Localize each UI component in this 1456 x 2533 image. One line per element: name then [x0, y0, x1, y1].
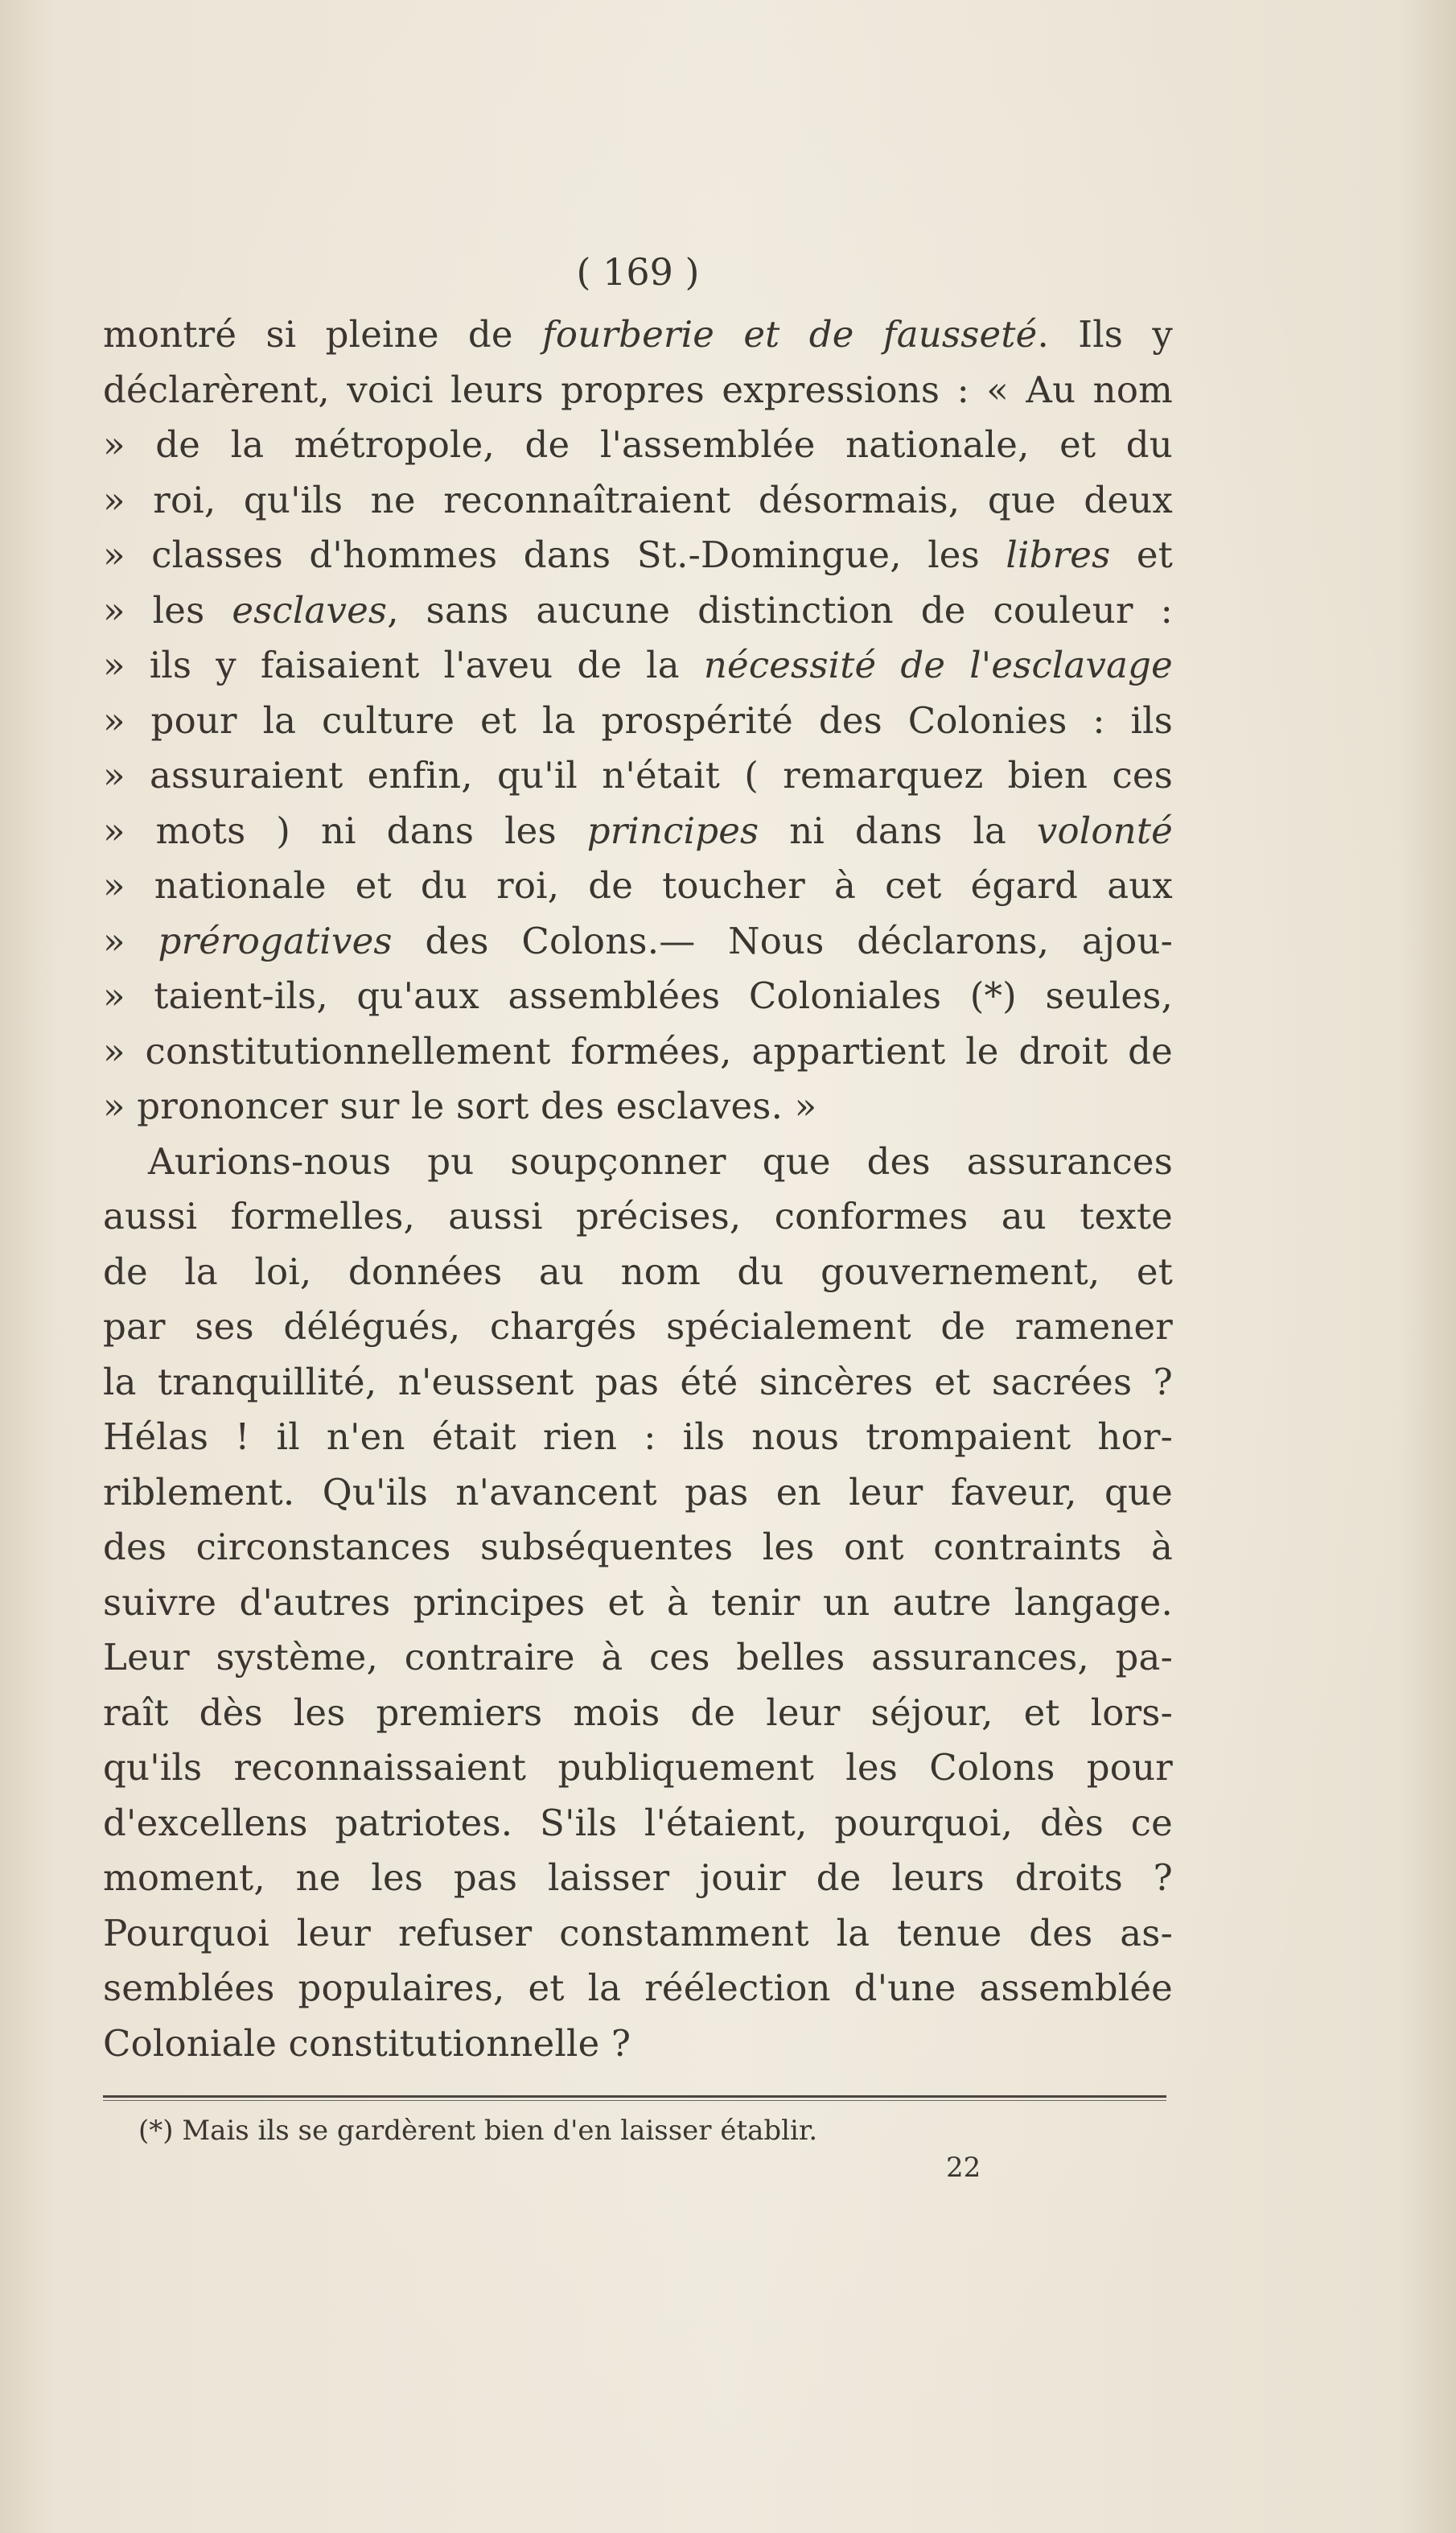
italic-text: libres: [1006, 533, 1111, 576]
text-run: d'excellens patriotes. S'ils l'étaient, pourquoi, dès ce: [103, 1801, 1173, 1844]
text-line: [103, 1410, 1173, 1465]
text-line: [103, 528, 1173, 583]
text-line: [103, 1465, 1173, 1521]
body-text: [103, 307, 1173, 2071]
page-number: ( 169 ): [576, 250, 700, 294]
text-line: [103, 583, 1173, 639]
text-run: » taient-ils, qu'aux assemblées Coloniales (*) seules,: [103, 974, 1173, 1017]
text-run: » ils y faisaient l'aveu de la: [103, 644, 704, 686]
text-line: [103, 1686, 1173, 1741]
text-run: Leur système, contraire à ces belles assurances, pa-: [103, 1636, 1173, 1678]
text-run: semblées populaires, et la réélection d'une assemblée: [103, 1967, 1173, 2009]
text-run: » nationale et du roi, de toucher à cet égard aux: [103, 864, 1173, 907]
text-line: [103, 473, 1173, 529]
italic-text: nécessité de l'esclavage: [703, 644, 1173, 686]
text-run: par ses délégués, chargés spécialement de ramener: [103, 1305, 1173, 1348]
text-line: [103, 1961, 1173, 2016]
text-line: [103, 969, 1173, 1024]
text-run: qu'ils reconnaissaient publiquement les Colons pour: [103, 1746, 1173, 1789]
text-line: [103, 914, 1173, 970]
text-line: [103, 1906, 1173, 1962]
text-line: [103, 1135, 1173, 1190]
text-run: » assuraient enfin, qu'il n'était ( remarquez bien ces: [103, 754, 1173, 797]
text-run: la tranquillité, n'eussent pas été sincères et sacrées ?: [103, 1360, 1173, 1403]
text-run: »: [103, 919, 158, 962]
footnote: (*) Mais ils se gardèrent bien d'en laisser établir.: [138, 2115, 818, 2147]
footnote-rule: [103, 2095, 1166, 2101]
text-run: de la loi, données au nom du gouvernement, et: [103, 1250, 1173, 1293]
text-line: [103, 363, 1173, 418]
text-run: déclarèrent, voici leurs propres expressions : « Au nom: [103, 368, 1173, 411]
text-run: riblement. Qu'ils n'avancent pas en leur faveur, que: [103, 1470, 1173, 1514]
text-line: [103, 1245, 1173, 1300]
text-line: [103, 307, 1173, 363]
text-line: [103, 638, 1173, 694]
text-run: » prononcer sur le sort des esclaves. »: [103, 1085, 817, 1127]
text-line: [103, 2016, 1173, 2072]
italic-text: prérogatives: [158, 919, 393, 962]
text-run: des circonstances subséquentes les ont contraints à: [103, 1526, 1173, 1568]
italic-text: fourberie et de fausseté: [542, 313, 1038, 356]
text-run: » de la métropole, de l'assemblée nationale, et du: [103, 423, 1173, 466]
text-line: [103, 1851, 1173, 1906]
signature-mark: 22: [946, 2152, 981, 2184]
text-line: [103, 1740, 1173, 1796]
text-run: , sans aucune distinction de couleur :: [387, 588, 1173, 632]
text-run: » constitutionnellement formées, appartient le droit de: [103, 1029, 1173, 1073]
text-run: » les: [103, 588, 232, 632]
text-run: ni dans la: [759, 809, 1037, 852]
text-line: [103, 1520, 1173, 1575]
text-line: [103, 1355, 1173, 1411]
text-run: des Colons.— Nous déclarons, ajou-: [392, 919, 1173, 962]
text-line: [103, 859, 1173, 914]
text-run: moment, ne les pas laisser jouir de leurs droits ?: [103, 1856, 1173, 1899]
text-line: [103, 748, 1173, 804]
text-run: suivre d'autres principes et à tenir un autre langage.: [103, 1580, 1173, 1624]
text-run: aussi formelles, aussi précises, conformes au texte: [103, 1195, 1173, 1238]
text-line: [103, 1796, 1173, 1851]
text-run: et: [1110, 533, 1174, 576]
text-run: Hélas ! il n'en était rien : ils nous trompaient hor-: [103, 1415, 1173, 1458]
text-run: Coloniale constitutionnelle ?: [103, 2021, 631, 2065]
text-run: » classes d'hommes dans St.-Domingue, les: [103, 533, 1006, 576]
text-line: [103, 418, 1173, 473]
text-line: [103, 1079, 1173, 1135]
italic-text: esclaves: [232, 588, 388, 632]
text-line: [103, 1189, 1173, 1245]
text-run: Aurions-nous pu soupçonner que des assurances: [148, 1139, 1173, 1183]
text-run: . Ils y: [1037, 313, 1173, 356]
text-run: montré si pleine de: [103, 313, 543, 356]
italic-text: principes: [586, 809, 759, 852]
text-line: [103, 1575, 1173, 1631]
italic-text: volonté: [1036, 809, 1173, 852]
text-line: [103, 1630, 1173, 1686]
text-line: [103, 694, 1173, 749]
text-run: » roi, qu'ils ne reconnaîtraient désormais, que deux: [103, 478, 1173, 521]
text-run: » pour la culture et la prospérité des Colonies : ils: [103, 698, 1173, 742]
text-run: » mots ) ni dans les: [103, 809, 587, 852]
text-run: raît dès les premiers mois de leur séjour, et lors-: [103, 1691, 1173, 1734]
text-run: Pourquoi leur refuser constamment la tenue des as-: [103, 1911, 1173, 1954]
text-line: [103, 1024, 1173, 1080]
text-line: [103, 1299, 1173, 1355]
text-line: [103, 804, 1173, 859]
